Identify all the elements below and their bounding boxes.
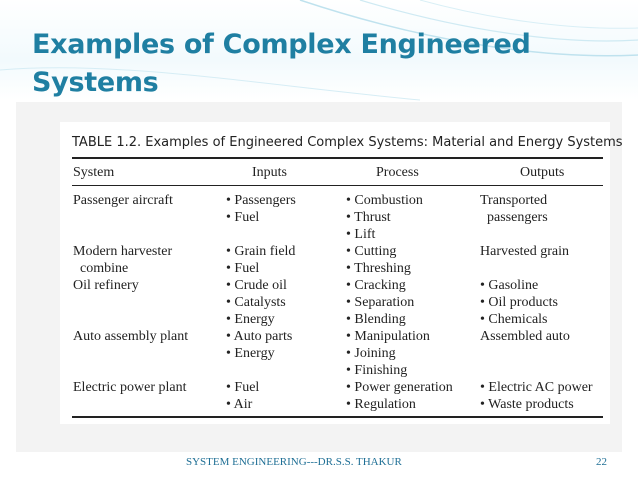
- cell-inputs: [226, 192, 296, 226]
- cell-line: • Catalysts: [226, 295, 286, 310]
- table-top-rule: [72, 157, 603, 159]
- cell-line: • Gasoline: [480, 278, 539, 293]
- cell-line: Assembled auto: [480, 329, 570, 344]
- header-inputs: Inputs: [252, 165, 287, 180]
- cell-line: • Threshing: [346, 261, 411, 276]
- cell-system: [73, 277, 139, 294]
- cell-line: Transported: [480, 193, 548, 208]
- cell-system: [73, 379, 187, 396]
- header-system: System: [73, 165, 115, 180]
- cell-process: [346, 328, 430, 379]
- cell-line: • Cutting: [346, 244, 397, 259]
- slide-title-line2: Systems: [32, 67, 159, 98]
- cell-line: • Fuel: [226, 210, 260, 225]
- cell-outputs: [480, 328, 570, 345]
- header-process: Process: [376, 165, 419, 180]
- cell-outputs: [480, 379, 593, 413]
- cell-line: • Finishing: [346, 363, 408, 378]
- cell-line: Modern harvester: [73, 244, 173, 259]
- cell-line: passengers: [480, 210, 548, 225]
- cell-line: Oil refinery: [73, 278, 139, 293]
- slide-title-line1: Examples of Complex Engineered: [32, 29, 531, 60]
- cell-line: • Chemicals: [480, 312, 548, 327]
- cell-outputs: [480, 243, 569, 260]
- table-bottom-rule: [72, 416, 603, 418]
- cell-line: combine: [73, 261, 129, 276]
- cell-line: • Regulation: [346, 397, 416, 412]
- cell-line: • Air: [226, 397, 253, 412]
- cell-line: • Fuel: [226, 380, 260, 395]
- cell-line: • Blending: [346, 312, 406, 327]
- cell-system: [73, 243, 172, 277]
- cell-line: • Power generation: [346, 380, 453, 395]
- cell-inputs: [226, 328, 292, 362]
- cell-process: [346, 192, 423, 243]
- cell-inputs: [226, 277, 287, 328]
- cell-line: • Grain field: [226, 244, 296, 259]
- table-caption: TABLE 1.2. Examples of Engineered Complex Systems: Material and Energy Systems: [72, 135, 623, 150]
- cell-line: • Separation: [346, 295, 415, 310]
- footer-text: SYSTEM ENGINEERING---DR.S.S. THAKUR: [186, 456, 402, 468]
- cell-line: • Electric AC power: [480, 380, 593, 395]
- cell-line: • Combustion: [346, 193, 423, 208]
- cell-inputs: [226, 243, 295, 277]
- cell-outputs: [480, 277, 558, 328]
- cell-line: Harvested grain: [480, 244, 570, 259]
- cell-system: [73, 328, 188, 345]
- header-outputs: Outputs: [520, 165, 565, 180]
- cell-line: Electric power plant: [73, 380, 187, 395]
- cell-process: [346, 277, 414, 328]
- cell-process: [346, 379, 453, 413]
- slide-title: [32, 26, 531, 102]
- page-number: 22: [596, 456, 607, 468]
- cell-line: • Manipulation: [346, 329, 430, 344]
- cell-outputs: [480, 192, 548, 226]
- cell-line: • Energy: [226, 312, 275, 327]
- cell-line: • Fuel: [226, 261, 260, 276]
- cell-line: • Joining: [346, 346, 396, 361]
- cell-line: • Energy: [226, 346, 275, 361]
- cell-inputs: [226, 379, 259, 413]
- table-header-rule: [72, 185, 603, 186]
- cell-line: • Lift: [346, 227, 376, 242]
- cell-line: • Auto parts: [226, 329, 293, 344]
- cell-process: [346, 243, 411, 277]
- cell-line: • Oil products: [480, 295, 559, 310]
- cell-line: • Thrust: [346, 210, 391, 225]
- cell-line: • Crude oil: [226, 278, 287, 293]
- cell-line: • Passengers: [226, 193, 296, 208]
- cell-line: Passenger aircraft: [73, 193, 173, 208]
- cell-system: [73, 192, 173, 209]
- cell-line: • Waste products: [480, 397, 574, 412]
- cell-line: • Cracking: [346, 278, 406, 293]
- cell-line: Auto assembly plant: [73, 329, 189, 344]
